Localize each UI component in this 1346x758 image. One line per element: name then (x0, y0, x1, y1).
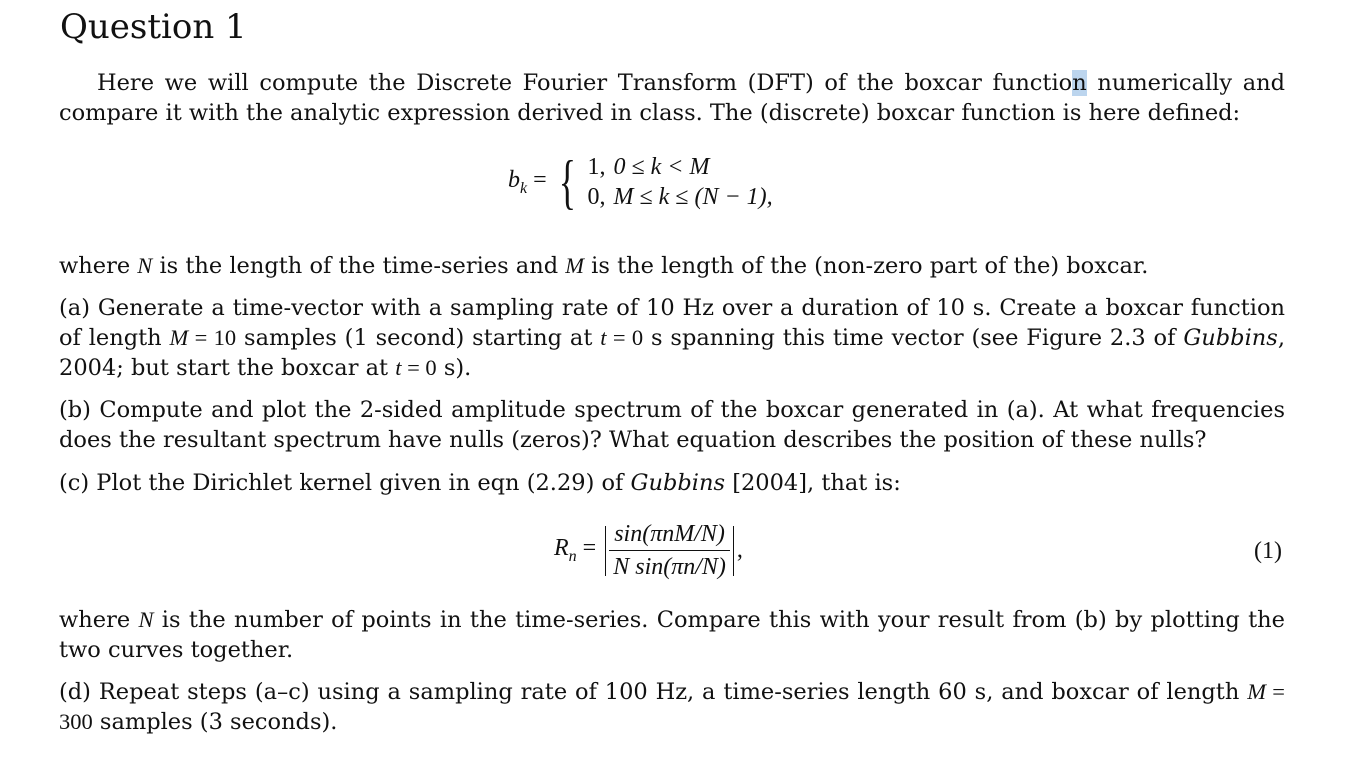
where-text-1: where (59, 253, 138, 279)
part-a-ref: Gubbins (1183, 325, 1278, 351)
dirichlet-equation (554, 520, 743, 581)
part-b-paragraph: (b) Compute and plot the 2-sided amplitude spectrum of the boxcar generated in (a). At what frequencies does the resultant spectrum have nulls (zeros)? What equation describes the position of these nulls? (59, 397, 1285, 453)
part-a-eq1: = 10 (188, 325, 237, 350)
var-N: N (137, 253, 153, 278)
abs-bar-left (605, 526, 606, 576)
where2-var-N: N (138, 607, 154, 632)
intro-text-2: numerically and compare it with the analytic expression derived in class. The (discrete) boxcar function is here defined: (59, 70, 1285, 126)
boxcar-equals: = (533, 166, 547, 193)
part-d-var-M: M (1247, 679, 1266, 704)
where-text-3: is the length of the (non-zero part of the) boxcar. (584, 253, 1149, 279)
dirichlet-equals: = (582, 535, 597, 562)
text-selection-highlight[interactable]: n (1072, 70, 1087, 96)
dirichlet-comma: , (736, 537, 743, 563)
part-a-var-M: M (169, 325, 189, 350)
boxcar-lhs-var: b (508, 166, 520, 193)
part-c-text-1: (c) Plot the Dirichlet kernel given in eqn (2.29) of (59, 470, 631, 496)
part-a-text-4: , 2004; but start the boxcar at (59, 325, 1285, 381)
case1-value: 1, (587, 154, 606, 180)
part-a-text-2: samples (1 second) starting at (236, 325, 601, 351)
part-a-var-t2: t (395, 355, 402, 380)
part-c-paragraph (59, 468, 1285, 498)
where-paragraph (59, 251, 1285, 281)
boxcar-equation (508, 149, 781, 215)
dirichlet-lhs-sub: n (568, 547, 577, 565)
abs-bar-right (733, 526, 734, 576)
part-a-eq3: = 0 (401, 355, 437, 380)
part-a-paragraph (59, 293, 1285, 383)
where2-text-1: where (59, 607, 139, 633)
equation-number: (1) (1254, 538, 1282, 564)
dirichlet-fraction (609, 520, 730, 581)
part-d-text-1: (d) Repeat steps (a–c) using a sampling rate of 100 Hz, a time-series length 60 s, and boxcar of length (59, 679, 1248, 705)
part-a-text-5: s). (436, 355, 472, 381)
where-text-2: is the length of the time-series and (152, 253, 566, 279)
where-paragraph-2 (59, 605, 1285, 665)
part-a-text-1: (a) Generate a time-vector with a sampling rate of 10 Hz over a duration of 10 s. Create a boxcar function of length (59, 295, 1285, 351)
part-c-ref: Gubbins (630, 470, 726, 496)
boxcar-lhs-sub: k (520, 179, 528, 197)
dirichlet-numerator: sin(πnM/N) (609, 520, 730, 551)
case1-condition: 0 ≤ k < M (613, 154, 710, 180)
part-d-eq: = 300 (59, 679, 1285, 734)
case2-value: 0, (587, 184, 606, 210)
part-c-text-2: [2004], that is: (725, 470, 901, 496)
dirichlet-denominator: N sin(πn/N) (613, 554, 726, 580)
left-brace: { (558, 149, 576, 215)
intro-text-1: Here we will compute the Discrete Fourier Transform (DFT) of the boxcar functio (97, 70, 1073, 96)
part-a-var-t1: t (600, 325, 607, 350)
intro-paragraph (59, 68, 1285, 128)
part-a-text-3: s spanning this time vector (see Figure 2.3 of (643, 325, 1184, 351)
var-M: M (565, 253, 585, 278)
cases-table (587, 152, 780, 212)
question-heading: Question 1 (60, 7, 247, 47)
part-a-eq2: = 0 (606, 325, 644, 350)
case2-condition: M ≤ k ≤ (N − 1), (613, 184, 773, 210)
part-d-paragraph (59, 677, 1285, 737)
part-d-text-2: samples (3 seconds). (92, 709, 338, 735)
where2-text-2: is the number of points in the time-series. Compare this with your result from (b) by plotting the two curves together. (59, 607, 1285, 663)
dirichlet-lhs-var: R (554, 535, 569, 562)
